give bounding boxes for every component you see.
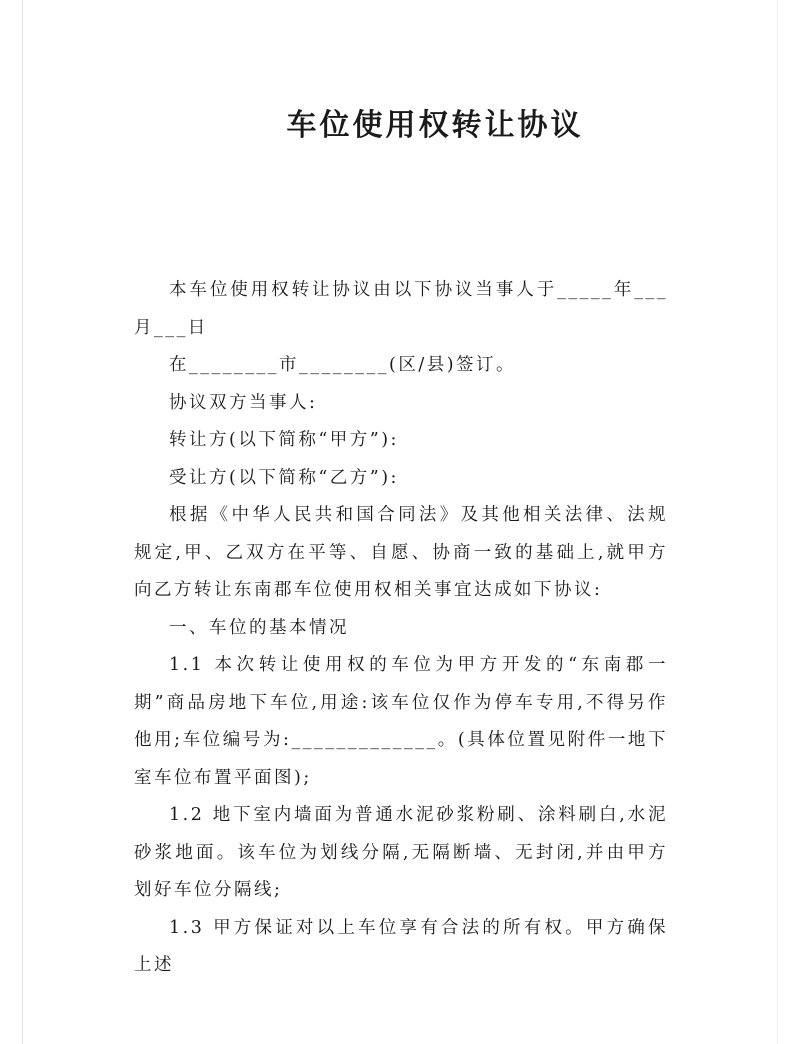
- paragraph-party-a: 转让方(以下简称“甲方”):: [169, 430, 399, 450]
- clause-1-2: 1.2 地下室内墙面为普通水泥砂浆粉刷、涂料刷白,水泥砂浆地面。该车位为划线分隔,无隔断墙、无封闭,并由甲方划好车位分隔线;: [134, 805, 668, 900]
- clause-1-3: 1.3 甲方保证对以上车位享有合法的所有权。甲方确保上述: [134, 917, 668, 975]
- paragraph-legal-basis: 根据《中华人民共和国合同法》及其他相关法律、法规规定,甲、乙双方在平等、自愿、协商一致的基础上,就甲方向乙方转让东南郡车位使用权相关事宜达成如下协议:: [134, 505, 668, 600]
- paragraph-party-b: 受让方(以下简称“乙方”):: [169, 467, 399, 488]
- paragraph-parties: 协议双方当事人:: [169, 392, 318, 413]
- paragraph-signing-place: 在________市________(区/县)签订。: [169, 355, 517, 375]
- section-heading-basic-info: 一、车位的基本情况: [169, 617, 349, 638]
- page-right-edge: [777, 0, 778, 1044]
- paragraph-signing-date: 本车位使用权转让协议由以下协议当事人于_____年___月___日: [134, 280, 668, 338]
- document-title: 车位使用权转让协议: [286, 108, 584, 143]
- clause-1-1: 1.1 本次转让使用权的车位为甲方开发的“东南郡一期”商品房地下车位,用途:该车位仅作为停车专用,不得另作他用;车位编号为:_____________。(具体位置见附件一地下室车位布置平面图);: [134, 655, 668, 788]
- page-left-edge: [22, 0, 23, 1044]
- document-body: [134, 272, 668, 985]
